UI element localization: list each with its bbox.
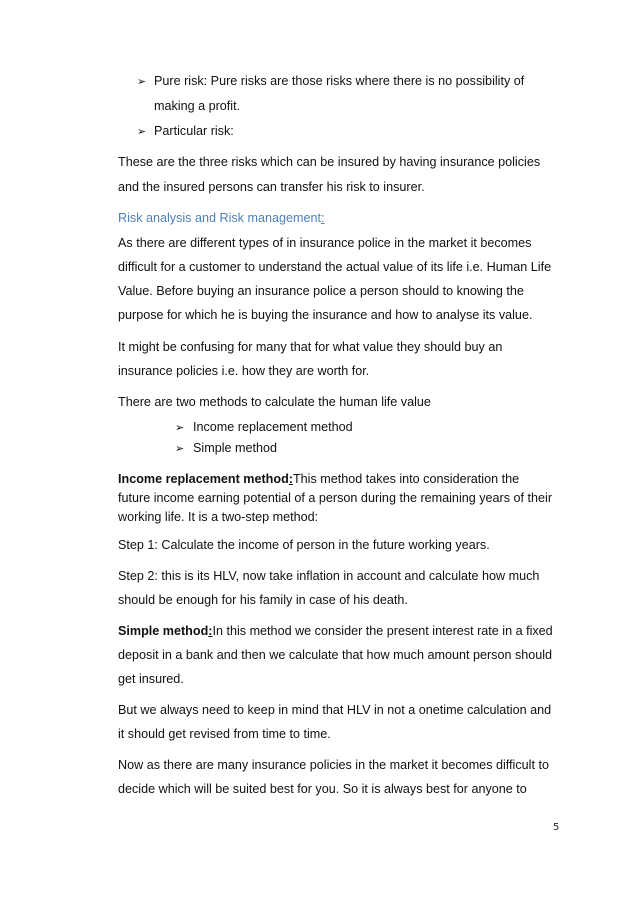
para-methods: There are two methods to calculate the human life value [118,395,431,409]
step1: Step 1: Calculate the income of person in the future working years. [118,538,490,552]
step2-line2: should be enough for his family in case of his death. [118,593,408,607]
para-types-line4: purpose for which he is buying the insurance and how to analyse its value. [118,308,533,322]
para-now-line1: Now as there are many insurance policies in the market it becomes difficult to [118,758,549,772]
para-types-line1: As there are different types of in insurance police in the market it becomes [118,236,532,250]
simple-term: Simple method [118,624,209,638]
para-insured-line2: and the insured persons can transfer his risk to insurer. [118,180,425,194]
bullet-particular-risk: Particular risk: [154,124,234,138]
method-income-replacement: Income replacement method [193,420,353,434]
simple-line1 [118,624,553,638]
arrow-bullet-icon: ➢ [137,76,147,88]
para-hlv-line2: it should get revised from time to time. [118,727,331,741]
arrow-bullet-icon: ➢ [175,443,185,455]
income-line1 [118,472,519,486]
simple-line1-rest: In this method we consider the present interest rate in a fixed [212,624,553,638]
para-types-line2: difficult for a customer to understand the actual value of its life i.e. Human Life [118,260,552,274]
income-term: Income replacement method [118,472,289,486]
simple-line3: get insured. [118,672,184,686]
para-insured-line1: These are the three risks which can be insured by having insurance policies [118,155,541,169]
income-line2: future income earning potential of a person during the remaining years of their [118,491,553,505]
heading-text: Risk analysis and Risk management [118,211,321,225]
page-number: 5 [553,822,560,833]
para-now-line2: decide which will be suited best for you. So it is always best for anyone to [118,782,527,796]
para-confusing-line1: It might be confusing for many that for what value they should buy an [118,340,503,354]
section-heading [118,211,325,225]
simple-line2: deposit in a bank and then we calculate that how much amount person should [118,648,553,662]
income-line1-rest: This method takes into consideration the [292,472,520,486]
heading-colon: : [321,211,325,225]
para-confusing-line2: insurance policies i.e. how they are worth for. [118,364,370,378]
bullet-pure-risk-line2: making a profit. [154,99,241,113]
para-hlv-line1: But we always need to keep in mind that HLV in not a onetime calculation and [118,703,552,717]
arrow-bullet-icon: ➢ [137,126,147,138]
income-colon: : [288,472,293,486]
bullet-pure-risk-line1: Pure risk: Pure risks are those risks where there is no possibility of [154,74,525,88]
step2-line1: Step 2: this is its HLV, now take inflation in account and calculate how much [118,569,540,583]
para-types-line3: Value. Before buying an insurance police a person should to knowing the [118,284,524,298]
income-line3: working life. It is a two-step method: [118,510,319,524]
method-simple: Simple method [193,441,277,455]
arrow-bullet-icon: ➢ [175,422,185,434]
simple-colon: : [208,624,213,638]
